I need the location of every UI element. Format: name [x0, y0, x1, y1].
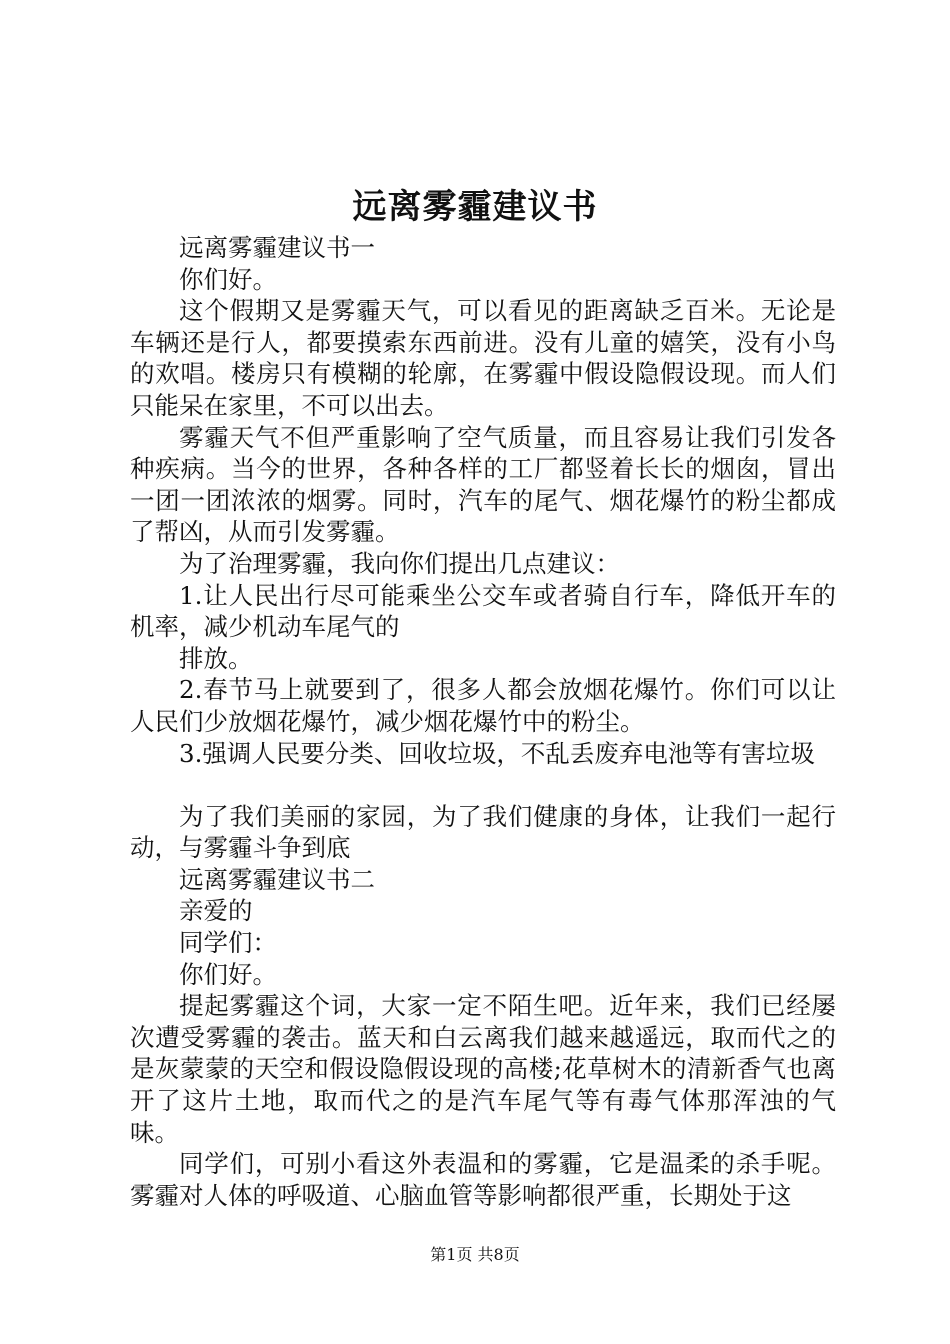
list-item-3: 3.强调人民要分类、回收垃圾，不乱丢废弃电池等有害垃圾 [179, 738, 815, 768]
list-item-2: 2.春节马上就要到了，很多人都会放烟花爆竹。你们可以让人民们少放烟花爆竹，减少烟花爆竹中的粉尘。 [130, 675, 836, 736]
paragraph-subtitle-1: 远离雾霾建议书一 [179, 233, 375, 262]
page-number: 第1页 共8页 [430, 1245, 520, 1264]
paragraph-continuation: 排放。 [179, 643, 253, 673]
paragraph-greeting: 你们好。 [179, 264, 277, 294]
blank-line [130, 769, 836, 801]
paragraph: 同学们，可别小看这外表温和的雾霾，它是温柔的杀手呢。雾霾对人体的呼吸道、心脑血管等影响都很严重，长期处于这 [130, 1149, 836, 1210]
paragraph-subtitle-2: 远离雾霾建议书二 [179, 864, 375, 894]
paragraph-salutation: 亲爱的 [179, 896, 253, 926]
paragraph-greeting: 你们好。 [179, 959, 277, 989]
paragraph: 为了治理雾霾，我向你们提出几点建议： [179, 548, 620, 578]
document-body [130, 232, 836, 1211]
list-item-1: 1.让人民出行尽可能乘坐公交车或者骑自行车，降低开车的机率，减少机动车尾气的 [130, 580, 836, 642]
paragraph: 为了我们美丽的家园，为了我们健康的身体，让我们一起行动，与雾霾斗争到底 [130, 801, 836, 863]
document-title: 远离雾霾建议书 [352, 187, 598, 227]
paragraph: 雾霾天气不但严重影响了空气质量，而且容易让我们引发各种疾病。当今的世界，各种各样的工厂都竖着长长的烟囱，冒出一团一团浓浓的烟雾。同时，汽车的尾气、烟花爆竹的粉尘都成了帮凶，从而引发雾霾。 [130, 422, 836, 547]
paragraph-salutation: 同学们： [179, 928, 277, 958]
paragraph: 这个假期又是雾霾天气，可以看见的距离缺乏百米。无论是车辆还是行人，都要摸索东西前进。没有儿童的嬉笑，没有小鸟的欢唱。楼房只有模糊的轮廓，在雾霾中假设隐假设现。而人们只能呆在家里，不可以出去。 [130, 296, 836, 420]
paragraph: 提起雾霾这个词，大家一定不陌生吧。近年来，我们已经屡次遭受雾霾的袭击。蓝天和白云离我们越来越遥远，取而代之的是灰蒙蒙的天空和假设隐假设现的高楼;花草树木的清新香气也离开了这片土地，取而代之的是汽车尾气等有毒气体那浑浊的气味。 [130, 991, 836, 1147]
